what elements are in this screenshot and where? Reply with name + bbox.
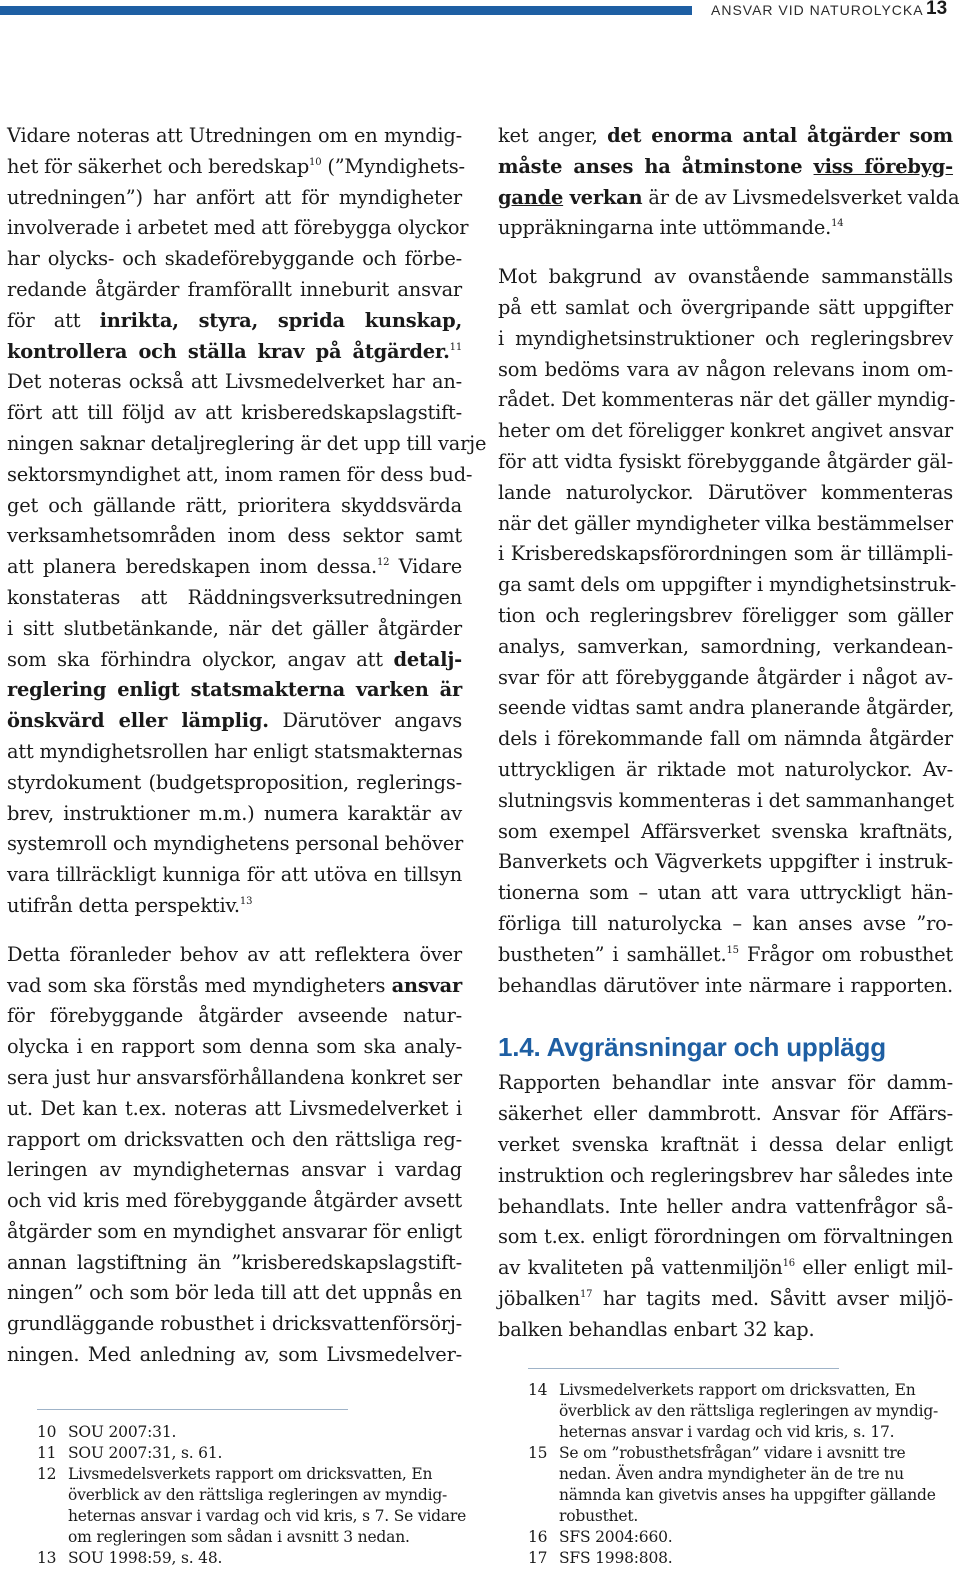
text-line: Banverkets och Vägverkets uppgifter i instruk- (498, 850, 953, 874)
text-line: åtgärder som en myndighet ansvarar för enligt (7, 1219, 462, 1243)
text-line: ket anger, det enorma antal åtgärder som (498, 124, 954, 147)
text-line: ningen. Med anledning av, som Livsmedelver- (7, 1343, 462, 1367)
footnote-ref[interactable]: 10 (309, 156, 322, 168)
text-line: som bedöms vara av någon relevans inom om- (498, 357, 953, 381)
text-line: annan lagstiftning än ”krisberedskapslagstift- (7, 1250, 462, 1274)
footnote-text: SFS 2004:660. (559, 1528, 673, 1546)
text-line: som exempel Affärsverket svenska kraftnäts, (498, 819, 953, 843)
text-line: tionerna som – utan att vara uttryckligt hän- (498, 881, 953, 905)
footnote-ref[interactable]: 13 (239, 895, 253, 907)
footnote-text: SOU 1998:59, s. 48. (68, 1549, 223, 1567)
text-line: analys, samverkan, samordning, verkandean- (498, 634, 953, 658)
paragraph (7, 940, 462, 1371)
footnote-ref[interactable]: 14 (831, 218, 844, 230)
text-line: förliga till naturolycka – kan anses avse ”ro- (498, 911, 953, 935)
text-line: rådet. Det kommenteras när det gäller myndig- (498, 388, 956, 412)
text-line: svar för att förebyggande åtgärder i något av- (498, 665, 953, 689)
text-line: get och gällande rätt, prioritera skyddsvärda (7, 493, 462, 517)
footnote-text: Livsmedelsverkets rapport om dricksvatten, En överblick av den rättsliga regleringen av myndig-heternas ansvar i vardag och vid kris, s 7. Se vidare om regleringen som sådan i avsnitt 3 nedan. (68, 1465, 467, 1546)
text-line: har olycks- och skadeförebyggande och förbe- (7, 247, 462, 271)
text-line: på ett samlat och övergripande sätt uppgifter (498, 295, 953, 319)
text-line: behandlas därutöver inte närmare i rapporten. (498, 973, 953, 997)
paragraph (498, 121, 960, 244)
text-line: måste anses ha åtminstone viss förebyg- (498, 154, 953, 178)
text-line: i sitt slutbetänkande, när det gäller åtgärder (7, 616, 462, 640)
text-line: het för säkerhet och beredskap$^{10}$ (”Myndighets- (7, 154, 465, 178)
text-line: brev, instruktioner m.m.) numera karaktär av (7, 801, 462, 825)
footnote-number: 14 (528, 1381, 548, 1399)
text-line: konstateras att Räddningsverksutredningen (7, 585, 462, 609)
text-line: att myndighetsrollen har enligt statsmakternas (7, 739, 463, 763)
footnote (528, 1548, 948, 1569)
text-line: rapport om dricksvatten och den rättsliga reg- (7, 1127, 462, 1151)
footnote-divider (37, 1409, 348, 1410)
footnote-ref[interactable]: 15 (726, 944, 739, 956)
footnotes-right (528, 1380, 948, 1569)
text-line: när det gäller myndigheter vilka bestämmelser (498, 511, 953, 535)
text-line: behandlats. Inte heller andra vattenfrågor så- (498, 1194, 953, 1218)
text-line: jöbalken$^{17}$ har tagits med. Såvitt avser miljö- (498, 1286, 953, 1310)
paragraph (498, 262, 957, 1001)
footnote-number: 12 (37, 1465, 57, 1483)
text-line: som ska förhindra olyckor, angav att detalj- (7, 647, 462, 671)
paragraph (498, 1068, 953, 1345)
text-line: instruktion och regleringsbrev har således inte (498, 1163, 953, 1187)
text-line: olycka i en rapport som denna som ska analy- (7, 1035, 462, 1059)
text-line: ningen” och som bör leda till att det uppnås en (7, 1281, 462, 1305)
page-number: 13 (926, 0, 948, 19)
text-line: Rapporten behandlar inte ansvar för damm- (498, 1071, 953, 1095)
text-line: tion och regleringsbrev föreligger som gäller (498, 603, 953, 627)
text-line: för att vidta fysiskt förebyggande åtgärder gäl- (498, 449, 953, 473)
text-line: säkerhet eller dammbrott. Ansvar för Affärs- (498, 1102, 953, 1126)
running-head: ANSVAR VID NATUROLYCKA (711, 2, 924, 18)
text-line: slutningsvis kommenteras i det sammanhanget (498, 788, 954, 812)
text-line: ga samt dels om uppgifter i myndighetsinstruk- (498, 573, 957, 597)
footnote (528, 1527, 948, 1548)
text-line: uttryckligen är riktade mot naturolyckor. Av- (498, 757, 953, 781)
footnote-text: Livsmedelverkets rapport om dricksvatten, En överblick av den rättsliga regleringen av myndig-heternas ansvar i vardag och vid kris, s. 17. (559, 1381, 939, 1441)
header-accent-bar (0, 6, 692, 15)
text-line: Detta föranleder behov av att reflektera över (7, 942, 462, 966)
footnote-number: 16 (528, 1528, 548, 1546)
footnote (37, 1422, 467, 1443)
text-line: i myndighetsinstruktioner och regleringsbrev (498, 326, 953, 350)
footnotes-left (37, 1422, 467, 1569)
footnote-number: 11 (37, 1444, 57, 1462)
text-line: i Krisberedskapsförordningen som är tillämpli- (498, 542, 953, 566)
section-heading: 1.4. Avgränsningar och upplägg (498, 1032, 886, 1063)
text-line: verket svenska kraftnät i dessa delar enligt (498, 1132, 953, 1156)
text-line: balken behandlas enbart 32 kap. (498, 1317, 815, 1341)
text-line: uppräkningarna inte uttömmande.$^{14}$ (498, 216, 844, 240)
footnote (37, 1443, 467, 1464)
text-line: verksamhetsområden inom dess sektor samt (7, 524, 462, 548)
footnote-divider (528, 1368, 839, 1369)
footnote-ref[interactable]: 16 (782, 1258, 795, 1270)
text-line: sektorsmyndighet att, inom ramen för dess bud- (7, 462, 473, 486)
footnote-text: SOU 2007:31. (68, 1423, 177, 1441)
text-line: heter om det föreligger konkret angivet ansvar (498, 419, 953, 443)
text-line: involverade i arbetet med att förebygga olyckor (7, 216, 469, 240)
footnote-text: Se om ”robusthetsfrågan” vidare i avsnitt tre nedan. Även andra myndigheter än de tre nu nämnda kan givetvis anses ha uppgifter gällande robusthet. (559, 1444, 936, 1525)
footnote-ref[interactable]: 17 (579, 1288, 593, 1300)
text-line: att planera beredskapen inom dessa.$^{12}$ Vidare (7, 555, 462, 579)
text-line: bustheten” i samhället.$^{15}$ Frågor om robusthet (498, 942, 953, 966)
footnote-text: SFS 1998:808. (559, 1549, 673, 1567)
text-line: fört att till följd av att krisberedskapslagstift- (7, 401, 462, 425)
text-line: lande naturolyckor. Därutöver kommenteras (498, 480, 953, 504)
text-line: Vidare noteras att Utredningen om en myndig- (7, 124, 462, 147)
text-line: som t.ex. enligt förordningen om förvaltningen (498, 1225, 953, 1249)
text-line: styrdokument (budgetsproposition, reglerings- (7, 770, 462, 794)
paragraph (7, 121, 487, 922)
text-line: önskvärd eller lämplig. Därutöver angavs (7, 709, 463, 733)
text-line: vara tillräckligt kunniga för att utöva en tillsyn (7, 863, 462, 887)
text-line: leringen av myndigheternas ansvar i vardag (7, 1158, 462, 1182)
text-line: vad som ska förstås med myndigheters ansvar (7, 973, 462, 997)
text-line: av kvaliteten på vattenmiljön$^{16}$ eller enligt mil- (498, 1256, 953, 1280)
text-line: dels i förekommande fall om nämnda åtgärder (498, 727, 953, 751)
text-line: kontrollera och ställa krav på åtgärder.$^{11}$ (7, 339, 462, 363)
footnote (528, 1443, 948, 1527)
text-line: utredningen”) har anfört att för myndigheter (7, 185, 462, 209)
text-line: ningen saknar detaljreglering är det upp till varje (7, 431, 487, 455)
text-line: reglering enligt statsmakterna varken är (7, 678, 462, 702)
footnote-ref[interactable]: 12 (377, 557, 390, 569)
text-line: Det noteras också att Livsmedelverket har an- (7, 370, 462, 394)
text-line: Mot bakgrund av ovanstående sammanställs (498, 265, 953, 289)
text-line: sera just hur ansvarsförhållandena konkret ser (7, 1065, 462, 1089)
footnote-number: 15 (528, 1444, 548, 1462)
text-line: utifrån detta perspektiv.$^{13}$ (7, 893, 253, 917)
footnote-number: 10 (37, 1423, 57, 1441)
footnote-number: 17 (528, 1549, 548, 1567)
text-line: seende vidtas samt andra planerande åtgärder, (498, 696, 955, 720)
left-column (7, 121, 487, 1371)
right-column (498, 121, 960, 1345)
footnote-text: SOU 2007:31, s. 61. (68, 1444, 223, 1462)
footnote-number: 13 (37, 1549, 57, 1567)
text-line: för att inrikta, styra, sprida kunskap, (7, 308, 462, 332)
text-line: grundläggande robusthet i dricksvattenförsörj- (7, 1312, 462, 1336)
text-line: och vid kris med förebyggande åtgärder avsett (7, 1189, 462, 1213)
text-line: systemroll och myndighetens personal behöver (7, 832, 464, 856)
footnote (37, 1464, 467, 1548)
text-line: ut. Det kan t.ex. noteras att Livsmedelverket i (7, 1096, 462, 1120)
text-line: för förebyggande åtgärder avseende natur- (7, 1004, 462, 1028)
text-line: redande åtgärder framförallt inneburit ansvar (7, 277, 462, 301)
footnote (528, 1380, 948, 1443)
footnote-ref[interactable]: 11 (449, 341, 462, 353)
footnote (37, 1548, 467, 1569)
text-line: gande verkan är de av Livsmedelsverket valda (498, 185, 960, 209)
